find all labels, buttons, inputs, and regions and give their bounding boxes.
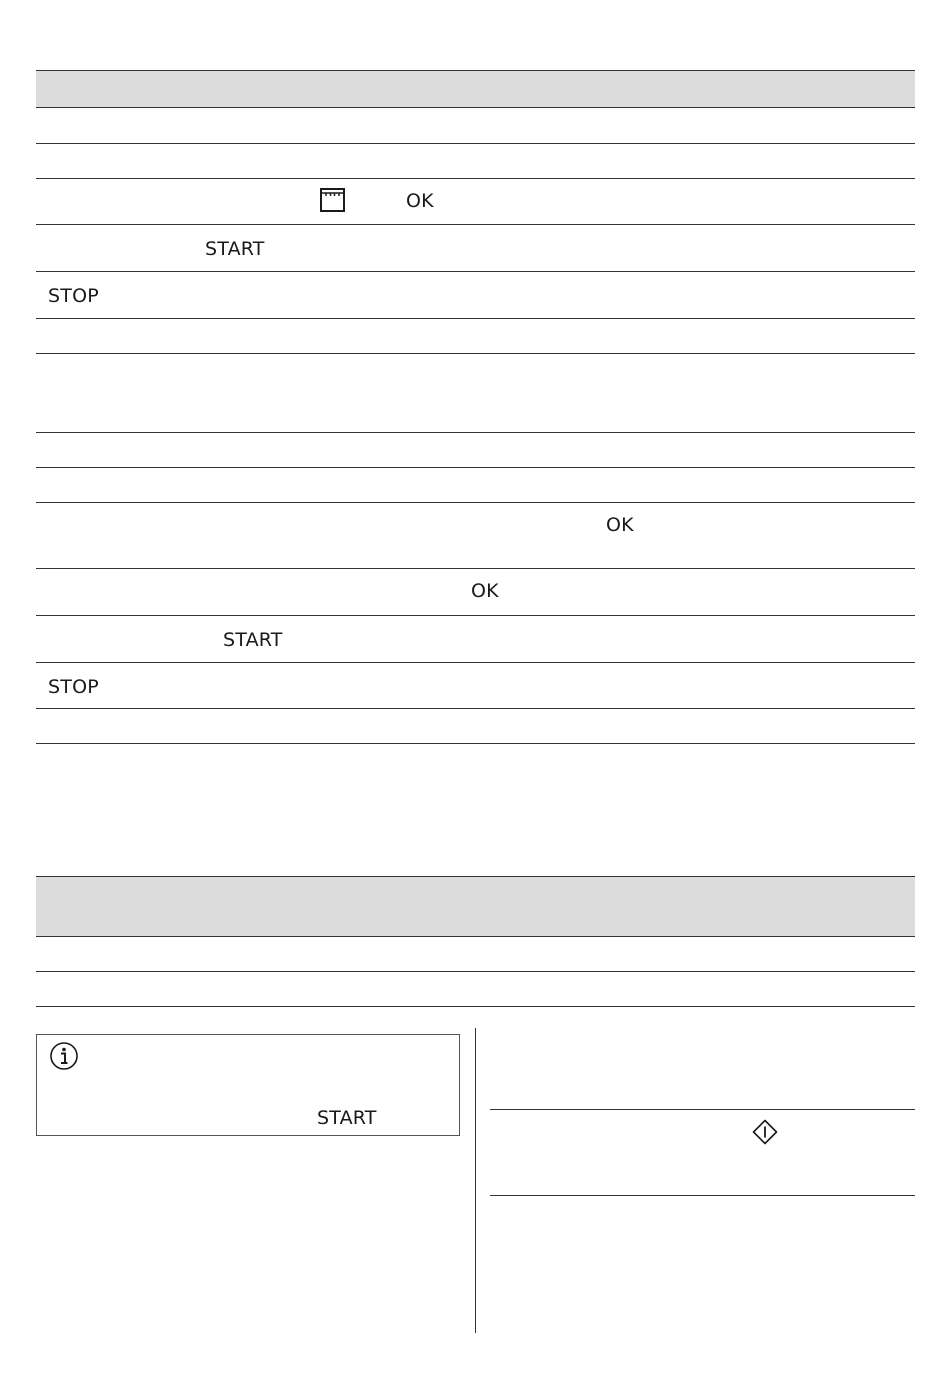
start-label: START (317, 1107, 377, 1129)
table2-row-divider (36, 971, 915, 972)
table1-row-divider (36, 271, 915, 272)
info-note-box (36, 1034, 460, 1136)
table1-row-divider (36, 502, 915, 503)
start-label: START (223, 629, 283, 651)
table1-row-divider (36, 467, 915, 468)
ok-label: OK (471, 580, 499, 602)
column-divider (475, 1028, 476, 1333)
info-icon (49, 1041, 79, 1075)
table1-row-divider (36, 662, 915, 663)
stop-label: STOP (48, 676, 99, 698)
table1-row-divider (36, 568, 915, 569)
table1-row-divider (36, 143, 915, 144)
table1-row-divider (36, 615, 915, 616)
table1-header (36, 70, 915, 108)
table1-row-divider (36, 743, 915, 744)
oven-light-icon (320, 188, 345, 216)
table1-row-divider (36, 107, 915, 108)
table2-row-divider (36, 936, 915, 937)
table1-row-divider (36, 708, 915, 709)
table1-row-divider (36, 224, 915, 225)
start-label: START (205, 238, 265, 260)
table1-row-divider (36, 178, 915, 179)
ok-label: OK (406, 190, 434, 212)
stop-label: STOP (48, 285, 99, 307)
right-column-divider (490, 1195, 915, 1196)
table1-row-divider (36, 318, 915, 319)
right-column-divider (490, 1109, 915, 1110)
start-diamond-icon (752, 1119, 778, 1149)
table1-row-divider (36, 432, 915, 433)
table2-header (36, 876, 915, 937)
table1-row-divider (36, 353, 915, 354)
table2-row-divider (36, 1006, 915, 1007)
ok-label: OK (606, 514, 634, 536)
